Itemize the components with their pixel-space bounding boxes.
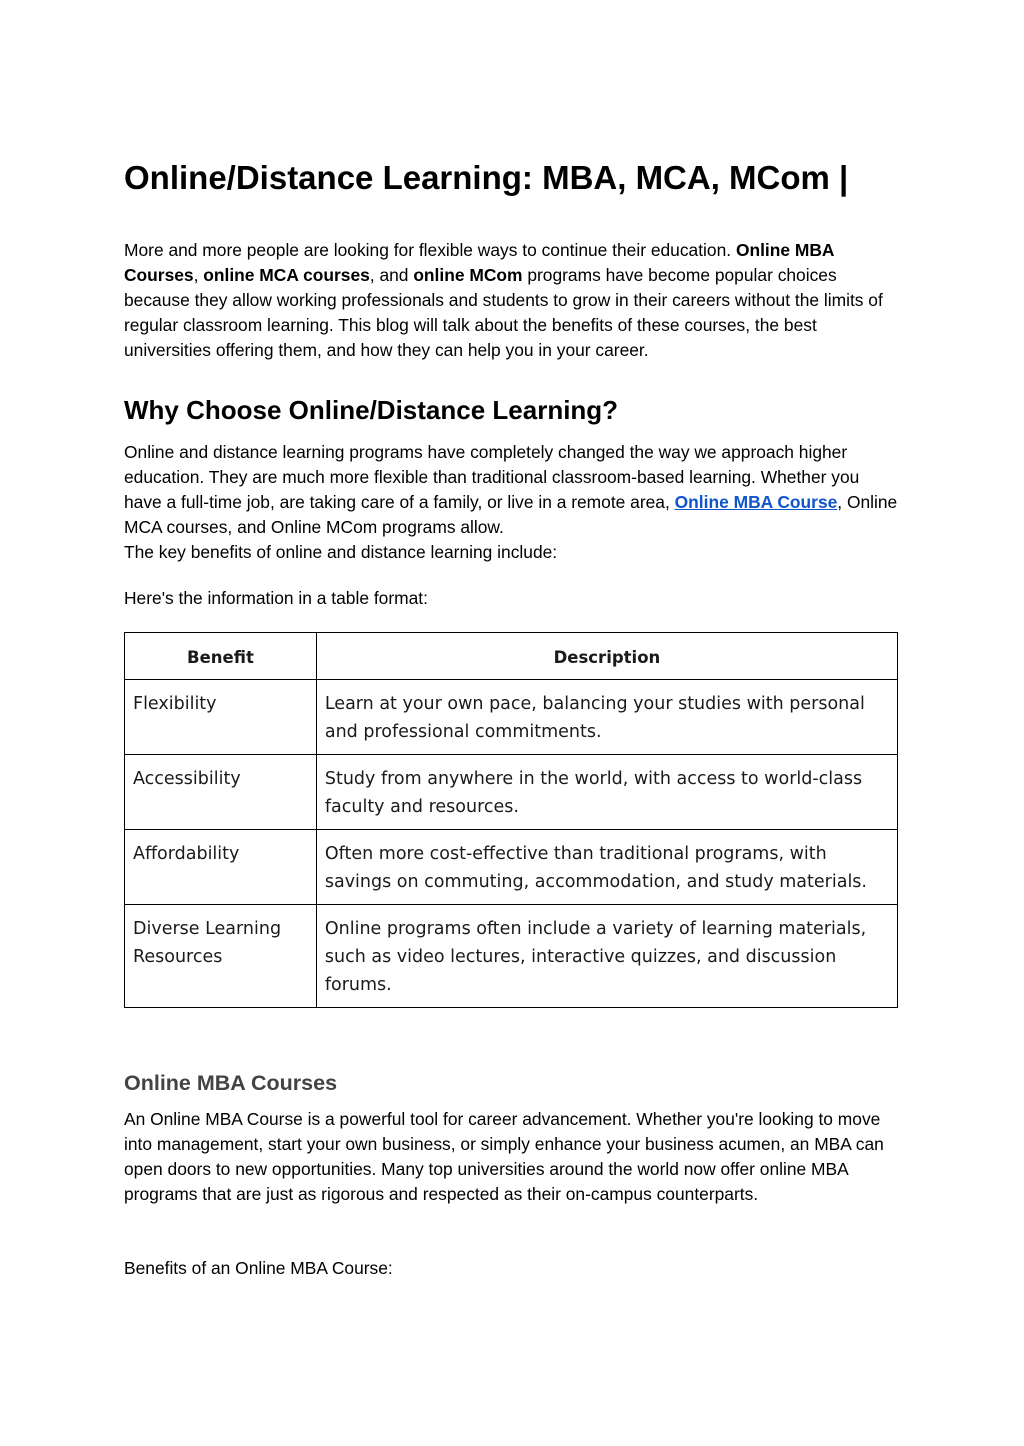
intro-text-1: More and more people are looking for flexible ways to continue their education. (124, 240, 736, 260)
description-cell: Study from anywhere in the world, with access to world-class faculty and resources. (316, 755, 897, 830)
mba-heading: Online MBA Courses (124, 1071, 338, 1095)
why-text-2: , Online MCA courses, and Online MCom programs allow. (124, 492, 898, 537)
header-benefit: Benefit (125, 633, 317, 680)
mba-benefits-label: Benefits of an Online MBA Course: (124, 1258, 393, 1278)
why-heading: Why Choose Online/Distance Learning? (124, 395, 619, 425)
why-key-benefits-line: The key benefits of online and distance learning include: (124, 542, 558, 562)
header-description: Description (316, 633, 897, 680)
table-header-row (125, 633, 898, 680)
benefit-cell: Affordability (125, 830, 317, 905)
intro-bold-mca: online MCA courses (203, 265, 370, 285)
description-cell: Often more cost-effective than traditional programs, with savings on commuting, accommodation, and study materials. (316, 830, 897, 905)
intro-bold-mcom: online MCom (413, 265, 523, 285)
intro-bold-mba: Online MBA Courses (124, 240, 834, 285)
intro-paragraph (124, 238, 900, 363)
intro-text-2: , (193, 265, 204, 285)
table-row (125, 755, 898, 830)
mba-paragraph: An Online MBA Course is a powerful tool for career advancement. Whether you're looking to move into management, start your own business, or simply enhance your business acumen, an MBA can open doors to new opportunities. Many top universities around the world now offer online MBA programs that are just as rigorous and respected as their on-campus counterparts. (124, 1109, 884, 1204)
benefit-cell: Diverse Learning Resources (125, 905, 317, 1008)
intro-text-3: , and (369, 265, 414, 285)
benefit-cell: Flexibility (125, 680, 317, 755)
document-title: Online/Distance Learning: MBA, MCA, MCom | (124, 159, 849, 196)
table-intro: Here's the information in a table format: (124, 588, 428, 608)
intro-text-4: programs have become popular choices because they allow working professionals and students to grow in their careers without the limits of regular classroom learning. This blog will talk about the benefits of these courses, the best universities offering them, and how they can help you in your career. (124, 265, 883, 360)
table-row (125, 905, 898, 1008)
why-text-1: Online and distance learning programs have completely changed the way we approach higher education. They are much more flexible than traditional classroom-based learning. Whether you have a full-time job, are taking care of a family, or live in a remote area, (124, 442, 860, 512)
benefit-cell: Accessibility (125, 755, 317, 830)
description-cell: Learn at your own pace, balancing your studies with personal and professional commitments. (316, 680, 897, 755)
online-mba-course-link[interactable]: Online MBA Course (674, 492, 838, 512)
benefits-table (124, 632, 898, 1008)
table-row (125, 830, 898, 905)
table-row (125, 680, 898, 755)
why-paragraph (124, 440, 900, 565)
description-cell: Online programs often include a variety of learning materials, such as video lectures, interactive quizzes, and discussion forums. (316, 905, 897, 1008)
